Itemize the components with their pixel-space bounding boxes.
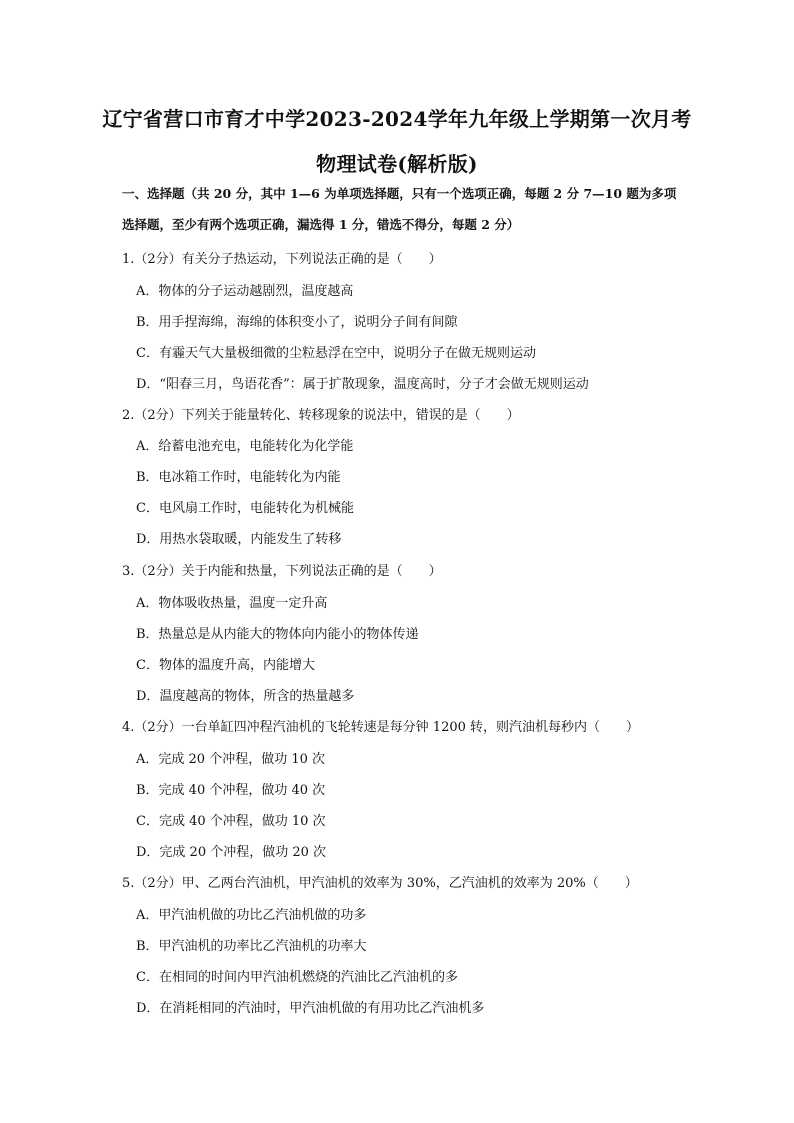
section-header: 一、选择题（共 20 分，其中 1—6 为单项选择题，只有一个选项正确，每题 2 分 7—10 题为多项选择题，至少有两个选项正确，漏选得 1 分，错选不得分，每题 2 分） [122, 186, 677, 232]
question-5-stem: 5.（2分）甲、乙两台汽油机，甲汽油机的效率为 30%，乙汽油机的效率为 20%（ ） [122, 876, 638, 891]
question-4-stem: 4.（2分）一台单缸四冲程汽油机的飞轮转速是每分钟 1200 转，则汽油机每秒内（ ） [122, 720, 640, 735]
question-4-option-d: D．完成 20 个冲程，做功 20 次 [136, 845, 327, 860]
question-3-option-c: C．物体的温度升高，内能增大 [136, 658, 315, 673]
question-4-option-a: A．完成 20 个冲程，做功 10 次 [136, 752, 326, 767]
question-1-option-d: D．“阳春三月，鸟语花香”：属于扩散现象，温度高时，分子才会做无规则运动 [136, 377, 589, 392]
question-2-stem: 2.（2分）下列关于能量转化、转移现象的说法中，错误的是（ ） [122, 408, 520, 423]
question-2-option-a: A．给蓄电池充电，电能转化为化学能 [136, 439, 354, 454]
question-3-option-d: D．温度越高的物体，所含的热量越多 [136, 689, 355, 704]
question-5-option-b: B．甲汽油机的功率比乙汽油机的功率大 [136, 939, 367, 954]
question-1-option-c: C．有霾天气大量极细微的尘粒悬浮在空中，说明分子在做无规则运动 [136, 346, 536, 361]
question-3-option-a: A．物体吸收热量，温度一定升高 [136, 596, 328, 611]
question-5-option-c: C．在相同的时间内甲汽油机燃烧的汽油比乙汽油机的多 [136, 970, 458, 985]
question-2-option-b: B．电冰箱工作时，电能转化为内能 [136, 470, 341, 485]
question-3-option-b: B．热量总是从内能大的物体向内能小的物体传递 [136, 627, 419, 642]
question-2-option-c: C．电风扇工作时，电能转化为机械能 [136, 501, 354, 516]
question-4-option-b: B．完成 40 个冲程，做功 40 次 [136, 783, 326, 798]
question-3-stem: 3.（2分）关于内能和热量，下列说法正确的是（ ） [122, 564, 442, 579]
question-5-option-a: A．甲汽油机做的功比乙汽油机做的功多 [136, 908, 367, 923]
question-4-option-c: C．完成 40 个冲程，做功 10 次 [136, 814, 326, 829]
question-1-stem: 1.（2分）有关分子热运动，下列说法正确的是（ ） [122, 252, 442, 267]
question-1-option-a: A．物体的分子运动越剧烈，温度越高 [136, 284, 354, 299]
question-2-option-d: D．用热水袋取暖，内能发生了转移 [136, 532, 342, 547]
exam-subtitle: 物理试卷(解析版) [316, 152, 478, 176]
question-5-option-d: D．在消耗相同的汽油时，甲汽油机做的有用功比乙汽油机多 [136, 1001, 485, 1016]
exam-title: 辽宁省营口市育才中学2023-2024学年九年级上学期第一次月考 [102, 107, 692, 131]
question-1-option-b: B．用手捏海绵，海绵的体积变小了，说明分子间有间隙 [136, 315, 458, 330]
